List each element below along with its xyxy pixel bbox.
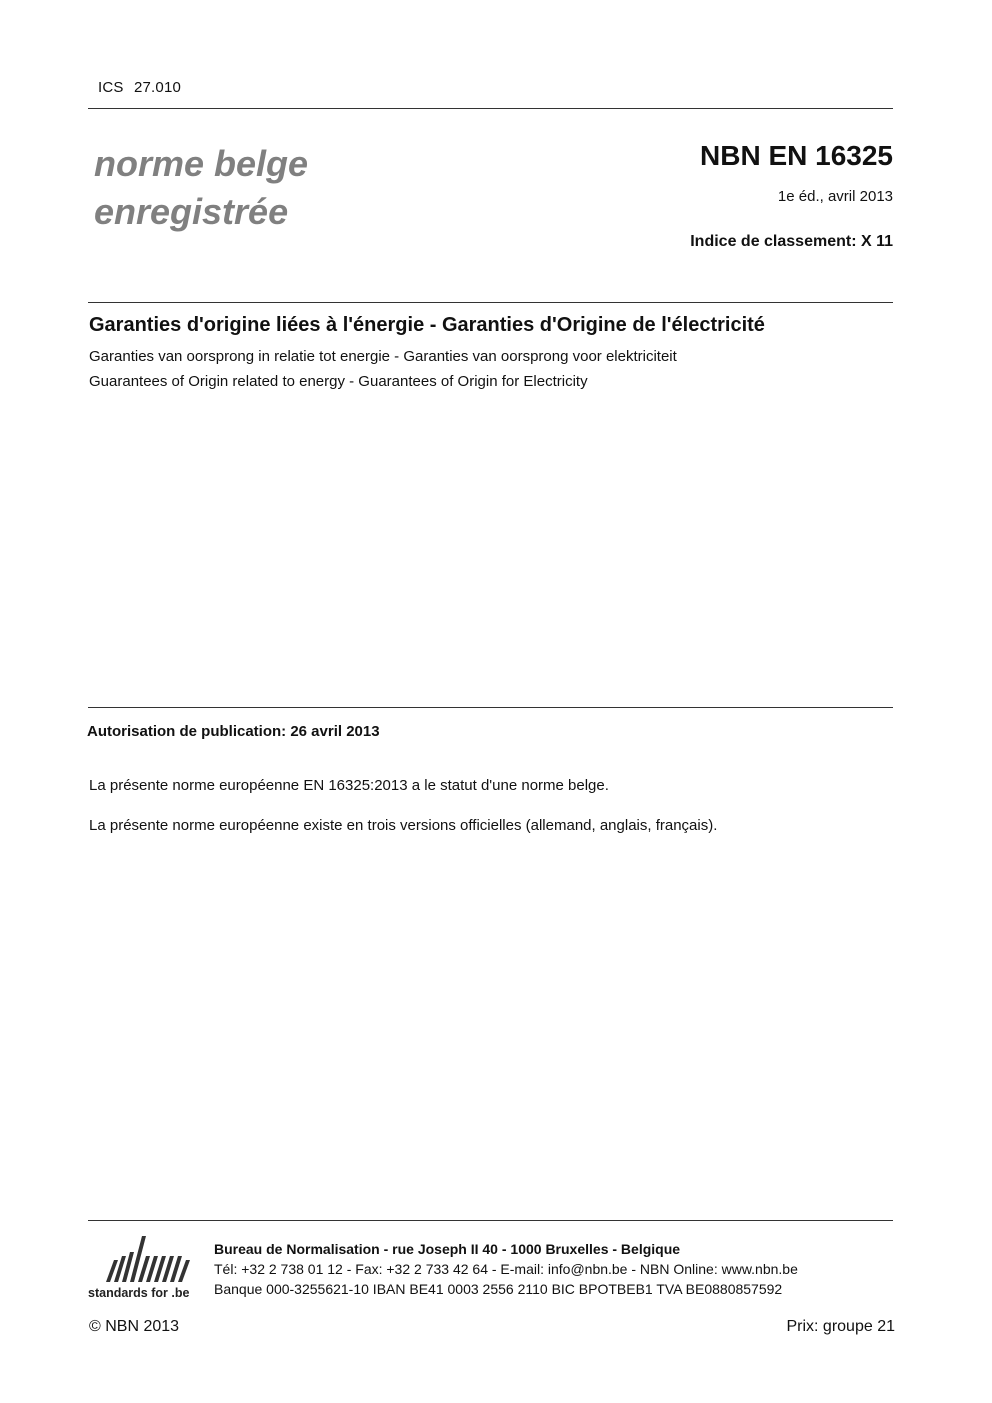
contact-line: Tél: +32 2 738 01 12 - Fax: +32 2 733 42 64 - E-mail: info@nbn.be - NBN Online: www.nbn.be xyxy=(214,1261,798,1277)
address-line: Bureau de Normalisation - rue Joseph II 40 - 1000 Bruxelles - Belgique xyxy=(214,1241,681,1257)
edition-date: 1e éd., avril 2013 xyxy=(777,188,893,205)
footer-divider xyxy=(88,1220,893,1221)
norme-line-1: norme belge xyxy=(94,143,309,184)
title-french: Garanties d'origine liées à l'énergie - Garanties d'Origine de l'électricité xyxy=(89,314,765,336)
norme-line-2: enregistrée xyxy=(94,191,289,232)
publication-divider xyxy=(88,707,893,708)
publication-authorisation: Autorisation de publication: 26 avril 2013 xyxy=(87,723,380,740)
norme-belge-label xyxy=(94,140,308,236)
standard-number: NBN EN 16325 xyxy=(700,140,893,171)
title-english: Guarantees of Origin related to energy - Guarantees of Origin for Electricity xyxy=(89,373,588,390)
header-divider xyxy=(88,108,893,109)
price-group: Prix: groupe 21 xyxy=(786,1318,895,1335)
title-dutch: Garanties van oorsprong in relatie tot energie - Garanties van oorsprong voor elektriciteit xyxy=(89,348,677,365)
ics-code: ICS 27.010 xyxy=(98,79,182,96)
logo-caption: standards for .be xyxy=(88,1286,190,1300)
classification-index: Indice de classement: X 11 xyxy=(690,233,893,250)
title-divider xyxy=(88,302,893,303)
bank-line: Banque 000-3255621-10 IBAN BE41 0003 2556 2110 BIC BPOTBEB1 TVA BE0880857592 xyxy=(214,1281,783,1297)
copyright: © NBN 2013 xyxy=(89,1318,180,1335)
status-paragraph: La présente norme européenne EN 16325:2013 a le statut d'une norme belge. xyxy=(89,777,609,794)
versions-paragraph: La présente norme européenne existe en trois versions officielles (allemand, anglais, français). xyxy=(89,817,718,834)
